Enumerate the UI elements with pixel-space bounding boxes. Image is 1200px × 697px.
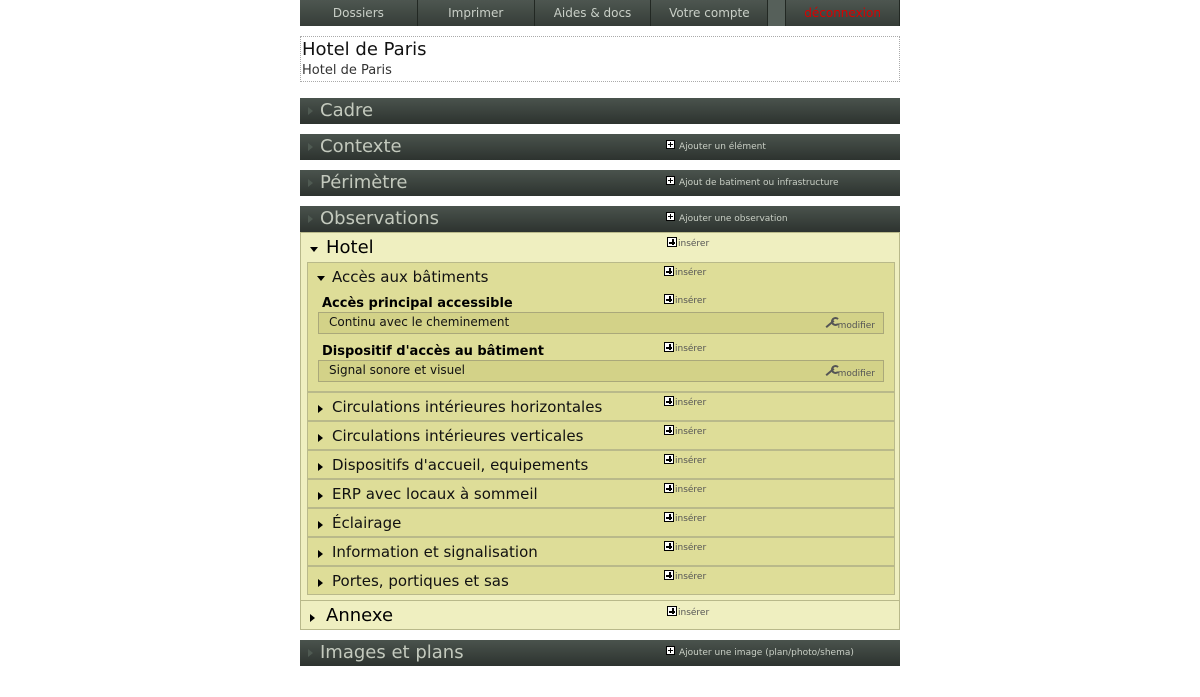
add-icon: [664, 396, 674, 406]
collapsed-triangle-icon: [318, 405, 323, 413]
insert-link[interactable]: [664, 396, 706, 409]
top-nav: [300, 0, 900, 26]
category-label: Circulations intérieures horizontales: [332, 398, 603, 416]
insert-label: insérer: [675, 398, 707, 408]
nav-dossiers[interactable]: Dossiers: [300, 0, 418, 26]
add-icon: [664, 483, 674, 493]
nav-separator: [768, 0, 786, 26]
collapsed-triangle-icon: [318, 550, 323, 558]
insert-link[interactable]: [667, 237, 709, 250]
insert-link[interactable]: [664, 294, 706, 307]
category-label: Circulations intérieures verticales: [332, 427, 584, 445]
hotel-title: Hotel: [326, 237, 374, 258]
insert-link[interactable]: [664, 454, 706, 467]
insert-link[interactable]: [667, 606, 709, 619]
collapse-arrow-icon: [308, 649, 313, 657]
add-observation-link[interactable]: [666, 206, 788, 232]
section-perimetre[interactable]: [300, 170, 900, 196]
section-label: Périmètre: [320, 172, 408, 193]
add-icon: [667, 606, 677, 616]
add-icon: [664, 266, 674, 276]
add-icon: [666, 212, 675, 221]
insert-label: insérer: [675, 296, 707, 306]
add-icon: [664, 294, 674, 304]
annexe-header[interactable]: [300, 600, 900, 630]
section-label: Images et plans: [320, 642, 464, 663]
category-row[interactable]: [307, 450, 895, 479]
add-icon: [666, 176, 675, 185]
item-value-box: [318, 360, 884, 382]
insert-label: insérer: [675, 456, 707, 466]
item-title: Accès principal accessible: [322, 296, 513, 311]
nav-logout[interactable]: déconnexion: [786, 0, 900, 26]
add-icon: [664, 541, 674, 551]
observations-panel: [300, 232, 900, 630]
add-element-label: Ajouter un élément: [679, 142, 766, 152]
insert-link[interactable]: [664, 266, 706, 279]
add-image-link[interactable]: [666, 640, 854, 666]
annexe-title: Annexe: [326, 605, 394, 626]
wrench-icon: [824, 365, 838, 377]
collapse-arrow-icon: [308, 179, 313, 187]
add-icon: [664, 570, 674, 580]
category-row[interactable]: [307, 392, 895, 421]
modify-label: modifier: [837, 369, 875, 379]
section-cadre[interactable]: [300, 98, 900, 124]
insert-link[interactable]: [664, 541, 706, 554]
category-label: Dispositifs d'accueil, equipements: [332, 456, 589, 474]
collapsed-triangle-icon: [318, 434, 323, 442]
insert-label: insérer: [675, 427, 707, 437]
collapsed-triangle-icon: [318, 579, 323, 587]
section-label: Observations: [320, 208, 439, 229]
insert-label: insérer: [675, 485, 707, 495]
add-icon: [664, 454, 674, 464]
dossier-subtitle: Hotel de Paris: [302, 63, 392, 78]
section-observations[interactable]: [300, 206, 900, 232]
category-label: Portes, portiques et sas: [332, 572, 509, 590]
expanded-triangle-icon[interactable]: [317, 276, 325, 281]
modify-link[interactable]: [824, 317, 875, 333]
add-icon: [664, 425, 674, 435]
insert-link[interactable]: [664, 483, 706, 496]
insert-label: insérer: [678, 239, 710, 249]
modify-label: modifier: [837, 321, 875, 331]
section-contexte[interactable]: [300, 134, 900, 160]
collapsed-triangle-icon: [318, 521, 323, 529]
insert-label: insérer: [675, 268, 707, 278]
page-wrapper: [300, 0, 900, 663]
insert-link[interactable]: [664, 425, 706, 438]
add-icon: [664, 512, 674, 522]
insert-link[interactable]: [664, 342, 706, 355]
add-icon: [666, 140, 675, 149]
category-label[interactable]: Accès aux bâtiments: [332, 268, 489, 286]
modify-link[interactable]: [824, 365, 875, 381]
add-icon: [667, 237, 677, 247]
expanded-triangle-icon: [310, 247, 318, 252]
item-title: Dispositif d'accès au bâtiment: [322, 344, 544, 359]
category-acces-batiments: [307, 262, 895, 392]
category-label: Éclairage: [332, 514, 402, 532]
insert-label: insérer: [675, 344, 707, 354]
collapse-arrow-icon: [308, 215, 313, 223]
category-row[interactable]: [307, 479, 895, 508]
add-icon: [666, 646, 675, 655]
section-label: Cadre: [320, 100, 374, 121]
category-label: ERP avec locaux à sommeil: [332, 485, 538, 503]
item-value: Continu avec le cheminement: [329, 315, 510, 329]
section-label: Contexte: [320, 136, 402, 157]
collapsed-triangle-icon: [318, 492, 323, 500]
add-image-label: Ajouter une image (plan/photo/shema): [679, 648, 854, 658]
insert-label: insérer: [675, 543, 707, 553]
insert-link[interactable]: [664, 570, 706, 583]
category-label: Information et signalisation: [332, 543, 538, 561]
insert-label: insérer: [675, 514, 707, 524]
insert-label: insérer: [678, 608, 710, 618]
nav-aides-docs[interactable]: Aides & docs: [535, 0, 652, 26]
item-value: Signal sonore et visuel: [329, 363, 465, 377]
category-row[interactable]: [307, 537, 895, 566]
collapse-arrow-icon: [308, 107, 313, 115]
nav-imprimer[interactable]: Imprimer: [418, 0, 535, 26]
add-element-link[interactable]: [666, 134, 766, 160]
section-images-plans[interactable]: [300, 640, 900, 666]
collapsed-triangle-icon: [310, 614, 315, 622]
dossier-title: Hotel de Paris: [302, 39, 427, 60]
add-building-link[interactable]: [666, 170, 839, 196]
category-row[interactable]: [307, 566, 895, 595]
add-icon: [664, 342, 674, 352]
add-observation-label: Ajouter une observation: [679, 214, 788, 224]
hotel-header[interactable]: [301, 233, 899, 261]
insert-label: insérer: [675, 572, 707, 582]
collapse-arrow-icon: [308, 143, 313, 151]
category-row[interactable]: [307, 508, 895, 537]
collapsed-triangle-icon: [318, 463, 323, 471]
item-value-box: [318, 312, 884, 334]
wrench-icon: [824, 317, 838, 329]
category-row[interactable]: [307, 421, 895, 450]
add-building-label: Ajout de batiment ou infrastructure: [679, 178, 839, 188]
dossier-title-box: [300, 36, 900, 82]
nav-votre-compte[interactable]: Votre compte: [651, 0, 768, 26]
insert-link[interactable]: [664, 512, 706, 525]
